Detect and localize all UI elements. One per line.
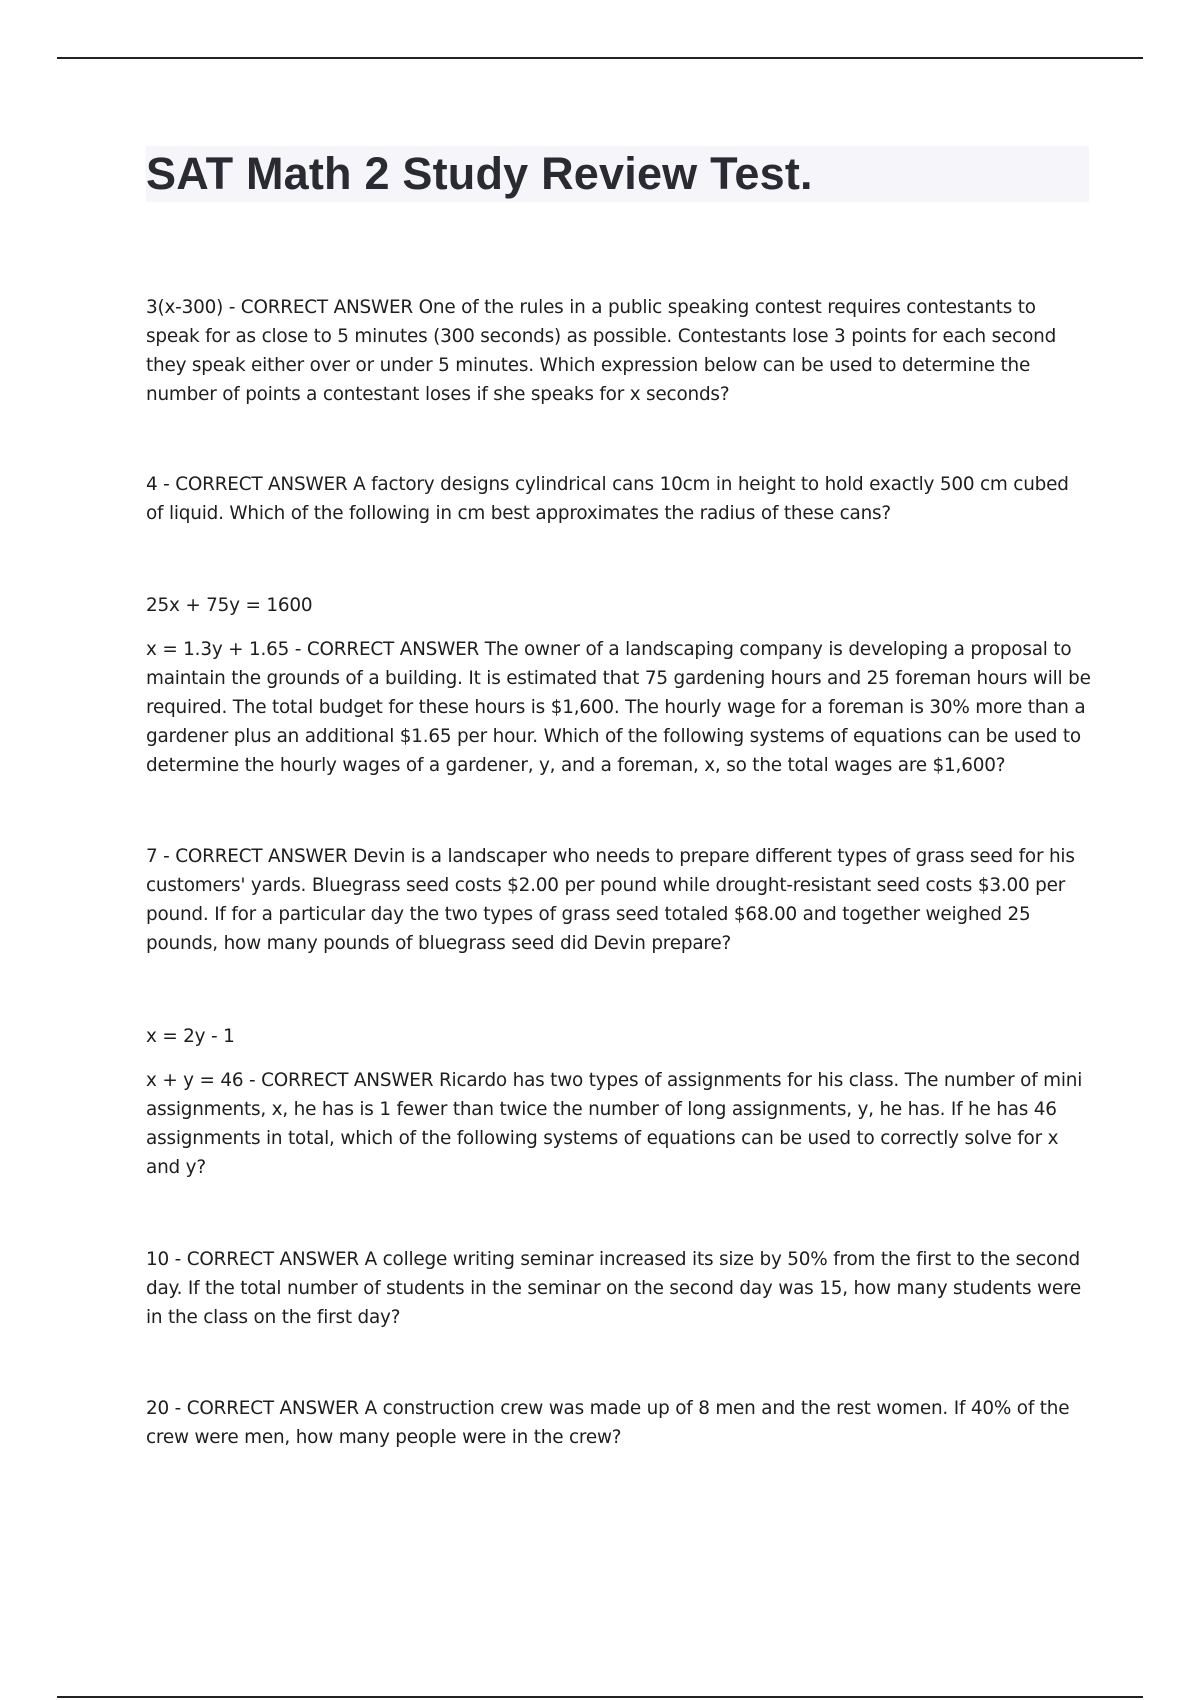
- question-paragraph: 3(x-300) - CORRECT ANSWER One of the rules in a public speaking contest requires contestants to speak for as close to 5 minutes (300 seconds) as possible. Contestants lose 3 points for each second they speak either over or under 5 minutes. Which expression below can be used to determine the number of points a contestant loses if she speaks for x seconds?: [146, 297, 1057, 405]
- document-title: SAT Math 2 Study Review Test.: [146, 148, 813, 199]
- question-paragraph: x = 1.3y + 1.65 - CORRECT ANSWER The owner of a landscaping company is developing a proposal to maintain the grounds of a building. It is estimated that 75 gardening hours and 25 foreman hours will be required. The total budget for these hours is $1,600. The hourly wage for a foreman is 30% more than a gardener plus an additional $1.65 per hour. Which of the following systems of equations can be used to determine the hourly wages of a gardener, y, and a foreman, x, so the total wages are $1,600?: [146, 639, 1091, 776]
- question-paragraph: 20 - CORRECT ANSWER A construction crew was made up of 8 men and the rest women. If 40% of the crew were men, how many people were in the crew?: [146, 1398, 1070, 1448]
- question-paragraph: 7 - CORRECT ANSWER Devin is a landscaper who needs to prepare different types of grass seed for his customers' yards. Bluegrass seed costs $2.00 per pound while drought-resistant seed costs $3.00 per pound. If for a particular day the two types of grass seed totaled $68.00 and together weighed 25 pounds, how many pounds of bluegrass seed did Devin prepare?: [146, 846, 1075, 954]
- footer-rule: [57, 1696, 1143, 1698]
- question-paragraph: x + y = 46 - CORRECT ANSWER Ricardo has two types of assignments for his class. The number of mini assignments, x, he has is 1 fewer than twice the number of long assignments, y, he has. If he has 46 assignments in total, which of the following systems of equations can be used to correctly solve for x and y?: [146, 1070, 1083, 1178]
- equation-line: x = 2y - 1: [146, 1026, 235, 1047]
- equation-line: 25x + 75y = 1600: [146, 595, 313, 616]
- question-paragraph: 4 - CORRECT ANSWER A factory designs cylindrical cans 10cm in height to hold exactly 500 cm cubed of liquid. Which of the following in cm best approximates the radius of these cans?: [146, 474, 1069, 524]
- question-paragraph: 10 - CORRECT ANSWER A college writing seminar increased its size by 50% from the first to the second day. If the total number of students in the seminar on the second day was 15, how many students were in the class on the first day?: [146, 1249, 1082, 1328]
- header-rule: [57, 57, 1143, 59]
